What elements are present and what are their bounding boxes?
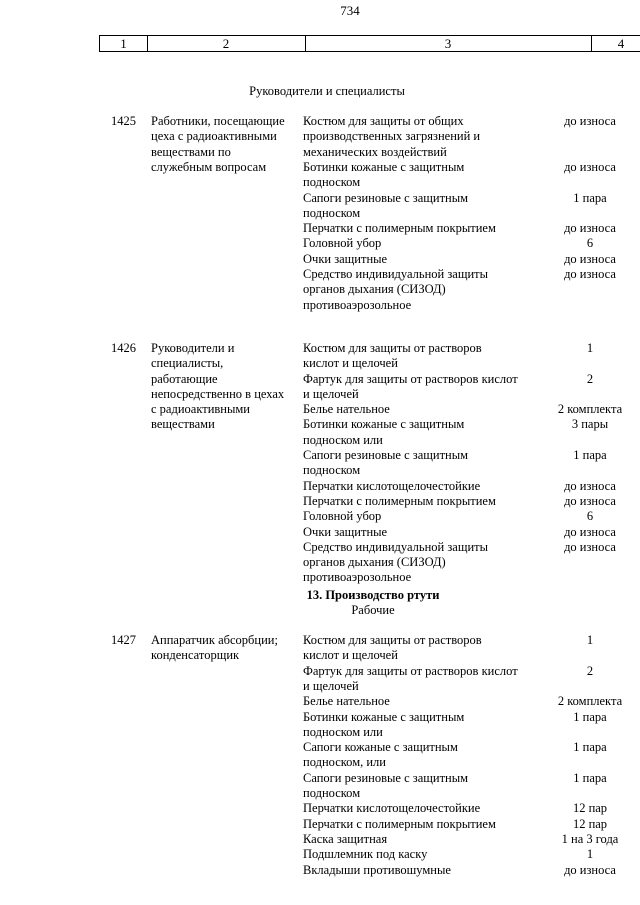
item-name-line: органов дыхания (СИЗОД) <box>303 555 446 570</box>
entry-role-line: с радиоактивными <box>151 402 250 417</box>
column-header-3: 3 <box>305 36 592 51</box>
item-quantity: 6 <box>586 509 594 524</box>
item-quantity: 1 <box>586 633 594 647</box>
item-name-line: Средство индивидуальной защиты <box>303 539 489 554</box>
item-quantity: 1 <box>586 340 594 355</box>
item-name-line: Сапоги резиновые с защитным <box>303 770 469 785</box>
item-name-line: производственных загрязнений и <box>303 129 481 144</box>
item-name-line: подноском или <box>303 724 383 739</box>
item-name-line: Перчатки с полимерным покрытием <box>303 816 496 831</box>
item-quantity: 1 <box>586 847 594 862</box>
item-name-line: органов дыхания (СИЗОД) <box>303 282 446 297</box>
item-name-line: подноском <box>303 786 361 800</box>
entry-role-line: Работники, посещающие <box>151 114 285 128</box>
item-quantity: 12 пар <box>572 816 608 831</box>
column-header-2: 2 <box>147 36 306 51</box>
entry-role-line: работающие <box>151 371 218 386</box>
item-name-line: Ботинки кожаные с защитным <box>303 417 465 432</box>
entry-number: 1425 <box>111 114 136 128</box>
item-name-line: Сапоги кожаные с защитным <box>303 740 458 755</box>
item-quantity: до износа <box>564 539 616 554</box>
item-quantity: 1 пара <box>573 448 607 462</box>
item-name-line: Сапоги резиновые с защитным <box>303 448 469 462</box>
item-quantity: до износа <box>564 478 616 493</box>
section-heading: Руководители и специалисты <box>249 84 405 98</box>
column-header-1: 1 <box>100 36 148 51</box>
item-quantity: до износа <box>564 114 616 128</box>
item-quantity: до износа <box>564 267 616 281</box>
item-quantity: 1 пара <box>573 709 607 724</box>
item-name-line: противоаэрозольное <box>303 297 412 312</box>
item-quantity: до износа <box>564 524 616 539</box>
item-name-line: Костюм для защиты от растворов <box>303 340 482 355</box>
item-name-line: Перчатки кислотощелочестойкие <box>303 801 481 816</box>
item-quantity: до износа <box>564 251 616 266</box>
item-name-line: подноском или <box>303 432 383 447</box>
item-name-line: Белье нательное <box>303 402 390 417</box>
entry-role-line: непосредственно в цехах <box>151 386 285 401</box>
item-name-line: Фартук для защиты от растворов кислот <box>303 663 518 678</box>
item-quantity: 2 комплекта <box>557 694 623 709</box>
entry-role-line: Руководители и <box>151 340 235 355</box>
item-name-line: противоаэрозольное <box>303 570 412 585</box>
entry-role-line: цеха с радиоактивными <box>151 129 277 144</box>
entry-role-line: веществами <box>151 417 215 432</box>
item-quantity: до износа <box>564 159 616 174</box>
item-name-line: Очки защитные <box>303 524 388 539</box>
item-name-line: подноском <box>303 205 361 220</box>
item-name-line: Головной убор <box>303 509 382 524</box>
item-name-line: Фартук для защиты от растворов кислот <box>303 371 518 386</box>
column-header-4: 4 <box>617 36 625 51</box>
item-name-line: Подшлемник под каску <box>303 847 428 862</box>
item-name-line: Ботинки кожаные с защитным <box>303 159 465 174</box>
entry-role-line: специалисты, <box>151 356 224 371</box>
item-quantity: 1 пара <box>573 740 607 755</box>
item-quantity: 2 комплекта <box>557 402 623 417</box>
item-quantity: 1 на 3 года <box>561 831 619 846</box>
item-quantity: до износа <box>564 493 616 508</box>
column-header-row <box>99 35 640 52</box>
item-name-line: Перчатки с полимерным покрытием <box>303 493 496 508</box>
item-name-line: подноском <box>303 463 361 478</box>
item-quantity: 6 <box>586 236 594 251</box>
item-name-line: и щелочей <box>303 678 359 693</box>
page-number: 734 <box>340 3 360 18</box>
item-name-line: кислот и щелочей <box>303 356 398 371</box>
item-name-line: Каска защитная <box>303 831 388 846</box>
item-quantity: 1 пара <box>573 190 607 205</box>
section-heading: 13. Производство ртути <box>306 588 440 602</box>
entry-role-line: Аппаратчик абсорбции; <box>151 633 278 647</box>
entry-number: 1426 <box>111 340 136 355</box>
item-name-line: и щелочей <box>303 386 359 401</box>
item-quantity: 2 <box>586 663 594 678</box>
item-name-line: Костюм для защиты от растворов <box>303 633 482 647</box>
item-name-line: Перчатки кислотощелочестойкие <box>303 478 481 493</box>
item-name-line: Ботинки кожаные с защитным <box>303 709 465 724</box>
item-name-line: Перчатки с полимерным покрытием <box>303 221 496 236</box>
item-name-line: подноском, или <box>303 755 386 770</box>
entry-number: 1427 <box>111 633 136 647</box>
item-quantity: 2 <box>586 371 594 386</box>
item-quantity: до износа <box>564 862 616 877</box>
item-name-line: подноском <box>303 175 361 190</box>
entry-role-line: конденсаторщик <box>151 648 240 663</box>
entry-role-line: веществами по <box>151 144 231 159</box>
item-quantity: до износа <box>564 221 616 236</box>
entry-role-line: служебным вопросам <box>151 159 267 174</box>
section-subheading: Рабочие <box>351 603 395 617</box>
item-quantity: 1 пара <box>573 770 607 785</box>
item-name-line: кислот и щелочей <box>303 648 398 663</box>
item-quantity: 3 пары <box>571 417 609 432</box>
item-name-line: Сапоги резиновые с защитным <box>303 190 469 205</box>
item-name-line: Средство индивидуальной защиты <box>303 267 489 281</box>
item-quantity: 12 пар <box>572 801 608 816</box>
item-name-line: Вкладыши противошумные <box>303 862 451 877</box>
item-name-line: Костюм для защиты от общих <box>303 114 464 128</box>
item-name-line: механических воздействий <box>303 144 447 159</box>
item-name-line: Головной убор <box>303 236 382 251</box>
item-name-line: Белье нательное <box>303 694 390 709</box>
item-name-line: Очки защитные <box>303 251 388 266</box>
